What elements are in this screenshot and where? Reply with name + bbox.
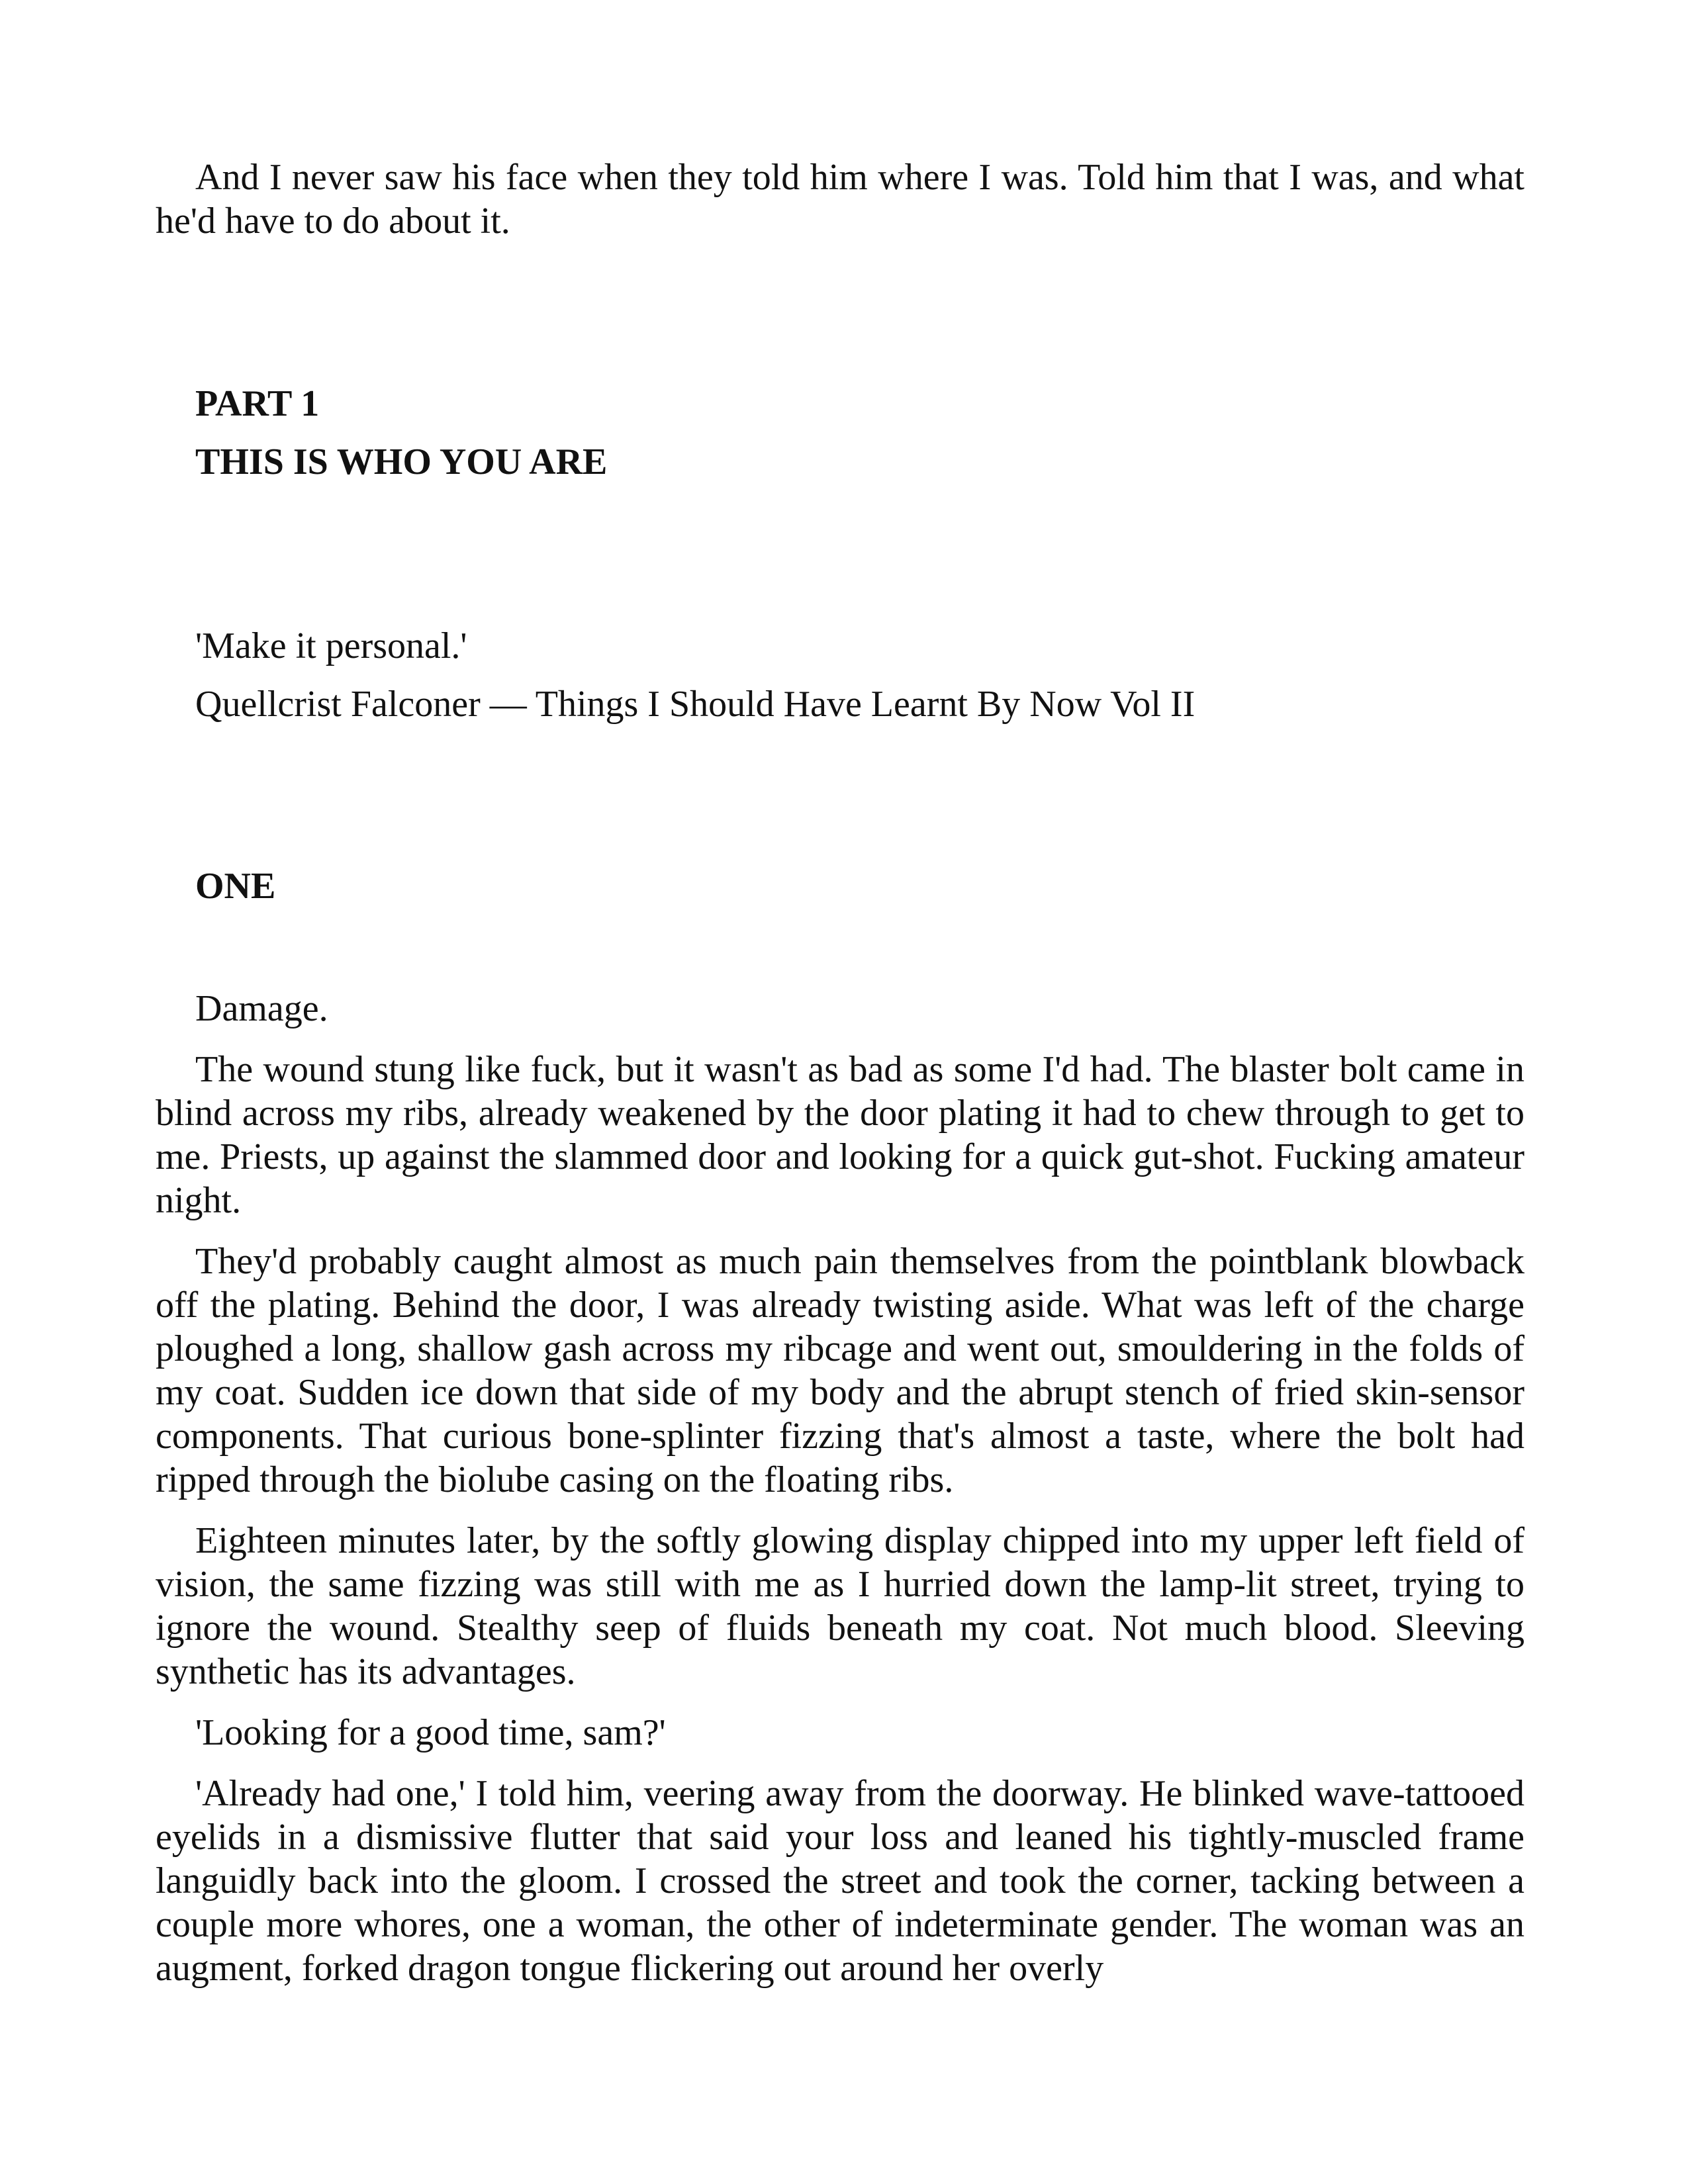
part-number: PART 1 <box>195 383 320 424</box>
chapter-paragraph: Eighteen minutes later, by the softly glowing display chipped into my upper left field of vision, the same fizzing was still with me as I hurried down the lamp-lit street, trying to ignore the wound. Stealthy seep of fluids beneath my coat. Not much blood. Sleeving synthetic has its advantages. <box>156 1520 1524 1692</box>
chapter-paragraph: They'd probably caught almost as much pain themselves from the pointblank blowback off the plating. Behind the door, I was already twisting aside. What was left of the charge ploughed a long, shallow gash across my ribcage and went out, smouldering in the folds of my coat. Sudden ice down that side of my body and the abrupt stench of fried skin-sensor components. That curious bone-splinter fizzing that's almost a taste, where the bolt had ripped through the biolube casing on the floating ribs. <box>156 1241 1524 1500</box>
opening-paragraph: And I never saw his face when they told him where I was. Told him that I was, and what he'd have to do about it. <box>156 157 1524 242</box>
chapter-paragraph: Damage. <box>195 988 328 1029</box>
part-title: THIS IS WHO YOU ARE <box>195 441 608 482</box>
chapter-paragraph: 'Looking for a good time, sam?' <box>195 1712 666 1753</box>
chapter-paragraph: The wound stung like fuck, but it wasn't as bad as some I'd had. The blaster bolt came in blind across my ribs, already weakened by the door plating it had to chew through to get to me. Priests, up against the slammed door and looking for a quick gut-shot. Fucking amateur night. <box>156 1049 1524 1221</box>
chapter-paragraph: 'Already had one,' I told him, veering away from the doorway. He blinked wave-tattooed eyelids in a dismissive flutter that said your loss and leaned his tightly-muscled frame languidly back into the gloom. I crossed the street and took the corner, tacking between a couple more whores, one a woman, the other of indeterminate gender. The woman was an augment, forked dragon tongue flickering out around her overly <box>156 1773 1524 1989</box>
epigraph-quote: 'Make it personal.' <box>195 625 467 666</box>
chapter-title: ONE <box>195 866 276 907</box>
chapter-body <box>156 987 1524 1990</box>
opening-section <box>156 156 1524 243</box>
epigraph-attribution: Quellcrist Falconer — Things I Should Have Learnt By Now Vol II <box>195 684 1196 725</box>
